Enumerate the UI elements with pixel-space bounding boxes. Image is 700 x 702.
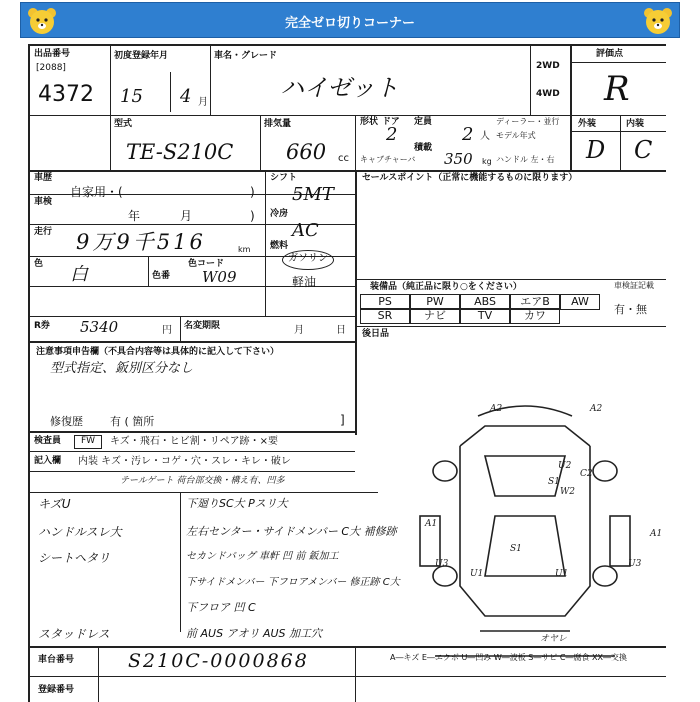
- name-change-month: 月: [294, 325, 304, 336]
- fuel-diesel: 軽油: [292, 275, 317, 289]
- chassis-value: S210C-0000868: [128, 650, 309, 672]
- sheet-id: [2088]: [36, 63, 66, 73]
- displacement-value: 660: [286, 140, 327, 164]
- equip-airbag: エアB: [510, 294, 560, 310]
- interior-label: 内装: [626, 119, 645, 129]
- damage-left-0: キズU: [38, 497, 71, 511]
- equip-yes-no: 有・無: [614, 303, 647, 316]
- first-reg-month: 4: [180, 86, 192, 107]
- doors-value: 2: [386, 124, 398, 145]
- fw-box: FW: [74, 435, 102, 449]
- interior-items: 内装 キズ・汚レ・コゲ・穴・スレ・キレ・破レ: [78, 456, 291, 467]
- mark-rear: オヤレ: [540, 634, 567, 644]
- shift-label: シフト: [270, 173, 298, 183]
- reg-label: 登録番号: [38, 685, 75, 695]
- capacity-label: 定員: [414, 117, 433, 127]
- drive-4wd: 4WD: [536, 89, 560, 99]
- usage-value: 自家用・(: [70, 185, 123, 199]
- mark-u3-left: U3: [435, 559, 449, 569]
- fw-items: キズ・飛石・ヒビ割・リペア跡・×要: [110, 436, 278, 447]
- damage-left-5: スタッドレス: [38, 627, 110, 641]
- ac-value: AC: [292, 220, 319, 241]
- equip-abs: ABS: [460, 294, 510, 310]
- mark-a1-left: A1: [425, 519, 438, 529]
- repair-value: 有 ( 箇所: [110, 415, 155, 428]
- color-code-label: 色コード: [188, 259, 225, 269]
- first-reg-year: 15: [120, 86, 143, 107]
- capacity-value: 2: [462, 124, 474, 145]
- body-color-value: 白: [70, 264, 88, 285]
- body-color-label: 色: [34, 259, 44, 269]
- mark-u3-right: U3: [628, 559, 642, 569]
- mark-u1-right: U1: [555, 569, 569, 579]
- inspector-label: 検査員: [34, 436, 62, 446]
- mark-a1-right: A1: [650, 529, 663, 539]
- inspection-year: 年: [128, 209, 141, 223]
- page-title: 完全ゼロ切りコーナー: [284, 16, 415, 31]
- inspection-month: 月: [180, 209, 193, 223]
- shape-label: 形状: [360, 117, 379, 127]
- displacement-unit: cc: [338, 153, 349, 164]
- recycle-unit: 円: [162, 325, 172, 336]
- damage-right-4: 下フロア 凹 C: [186, 601, 256, 614]
- damage-left-1: ハンドルスレ大: [38, 525, 122, 539]
- car-diagram: [390, 376, 663, 646]
- exterior-grade: D: [586, 136, 606, 164]
- equip-right-header: 車検証記載: [614, 281, 654, 290]
- fuel-label: 燃料: [270, 241, 289, 251]
- equip-ps: PS: [360, 294, 410, 310]
- mark-c2: C2: [580, 469, 593, 479]
- damage-right-3: 下サイドメンバー 下フロアメンバー 修正跡 C大: [186, 577, 400, 588]
- damage-right-5: 前 AUS アオリ AUS 加工穴: [186, 627, 322, 640]
- equip-aw: AW: [560, 294, 600, 310]
- inspection-label: 車検: [34, 197, 53, 207]
- recycle-value: 5340: [80, 318, 119, 336]
- handle-label: ハンドル 左・右: [496, 155, 555, 164]
- lot-label: 出品番号: [34, 49, 71, 59]
- mark-s1-center: S1: [510, 544, 522, 554]
- back-seat-label: 後日品: [362, 329, 390, 339]
- load-unit: kg: [482, 157, 492, 166]
- mark-s1-top: S1: [548, 477, 560, 487]
- usage-close: ): [250, 185, 255, 199]
- mark-w2: W2: [560, 487, 575, 497]
- damage-right-2: セカンドバッグ 車軒 凹 前 鈑加工: [186, 551, 339, 562]
- first-reg-label: 初度登録年月: [114, 51, 169, 61]
- equip-sr: SR: [360, 308, 410, 324]
- repair-close: ]: [340, 413, 345, 427]
- load-value: 350: [444, 150, 473, 168]
- mileage-unit: km: [238, 245, 251, 254]
- shift-value: 5MT: [292, 184, 334, 205]
- repair-label: 修復歴: [50, 415, 83, 428]
- ac-label: 冷房: [270, 209, 289, 219]
- model-value: TE-S210C: [126, 140, 234, 164]
- model-label: 型式: [114, 119, 133, 129]
- history-label: 車歴: [34, 173, 53, 183]
- equip-navi: ナビ: [410, 308, 460, 324]
- color2-label: 色番: [152, 271, 171, 281]
- capacity-unit: 人: [480, 131, 490, 142]
- equip-tv: TV: [460, 308, 510, 324]
- shape-value: キャブチャーバ: [360, 155, 416, 164]
- header-banner: [20, 2, 680, 38]
- car-name: ハイゼット: [280, 74, 399, 102]
- notes-entry-label: 記入欄: [34, 456, 62, 466]
- exterior-label: 外装: [578, 119, 597, 129]
- mark-u2: U2: [558, 461, 572, 471]
- inspection-close: ): [250, 209, 255, 223]
- model-year-label: モデル年式: [496, 131, 536, 140]
- damage-right-1: 左右センター・サイドメンバー C大 補修跡: [186, 525, 397, 538]
- mileage-label: 走行: [34, 227, 53, 237]
- notes-label: 注意事項申告欄（不具合内容等は具体的に記入して下さい）: [36, 347, 280, 357]
- mascot-bear-icon: [643, 7, 673, 35]
- drive-2wd: 2WD: [536, 61, 560, 71]
- lot-number: 4372: [38, 82, 94, 107]
- equip-leather: カワ: [510, 308, 560, 324]
- rating-value: R: [604, 69, 630, 109]
- auction-sheet: [28, 44, 666, 702]
- car-name-label: 車名・グレード: [214, 51, 278, 61]
- name-change-label: 名変期限: [184, 321, 221, 331]
- fuel-gas: ガソリン: [288, 253, 328, 264]
- damage-list-header: テールゲート 荷台部交換・構え有、凹多: [120, 476, 285, 486]
- doors-label: ドア: [382, 117, 400, 127]
- dealer-label: ディーラー・並行: [496, 117, 560, 126]
- sales-point-label: セールスポイント（正常に機能するものに限ります）: [362, 173, 578, 183]
- equip-pw: PW: [410, 294, 460, 310]
- notes-value: 型式指定、鈑別区分なし: [50, 361, 194, 376]
- color-code-value: W09: [202, 268, 237, 286]
- mark-a2-right: A2: [590, 404, 603, 414]
- mark-u1-left: U1: [470, 569, 484, 579]
- month-unit: 月: [198, 97, 208, 108]
- equip-label: 装備品（純正品に限り○をください）: [370, 282, 522, 292]
- chassis-label: 車台番号: [38, 655, 75, 665]
- mileage-value: 9万9千516: [76, 230, 206, 254]
- legend: A―キズ E―エクボ U―凹み W―波板 S―サビ C―腐食 XX―交換: [390, 653, 628, 662]
- recycle-label: R券: [34, 321, 50, 331]
- load-label: 積載: [414, 143, 433, 153]
- mark-a2-left: A2: [490, 404, 503, 414]
- damage-left-2: シートヘタリ: [38, 551, 111, 565]
- rating-label: 評価点: [596, 49, 624, 59]
- interior-grade: C: [634, 136, 653, 164]
- name-change-day: 日: [336, 325, 346, 336]
- displacement-label: 排気量: [264, 119, 292, 129]
- damage-right-0: 下廻りSC大 Pスリ大: [186, 497, 288, 510]
